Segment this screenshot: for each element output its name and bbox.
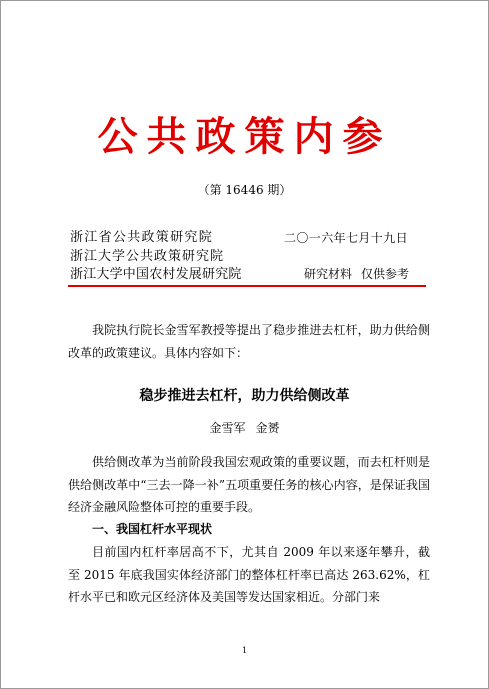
article-authors [1,420,488,436]
article-title: 稳步推进去杠杆，助力供给侧改革 [139,388,350,404]
note-research-material: 研究材料 [304,267,353,281]
circulation-note [304,266,409,282]
author-name: 金雪军 [209,421,246,435]
masthead-title: 公共政策内参 [97,113,392,160]
note-reference-only: 仅供参考 [361,267,410,281]
body-paragraph: 供给侧改革为当前阶段我国宏观政策的重要议题，而去杠杆则是供给侧改革中“三去一降一补”五项重要任务的核心内容，是保证我国经济金融风险整体可控的重要手段。 [68,455,430,514]
institution-3: 浙江大学中国农村发展研究院 [70,267,242,282]
issue-number: （第 16446 期） [197,183,292,197]
red-divider-rule [68,285,426,287]
page-number: 1 [241,646,248,655]
section-heading: 一、我国杠杆水平现状 [92,522,213,536]
author-name: 金赟 [255,421,280,435]
issue-date: 二〇一六年七月十九日 [284,231,409,245]
institution-2: 浙江大学公共政策研究院 [70,249,225,264]
institution-1: 浙江省公共政策研究院 [70,230,214,245]
body-paragraph: 目前国内杠杆率居高不下，尤其自 2009 年以来逐年攀升，截至 2015 年底我国实体经济部门的整体杠杆率已高达 263.62%，杠杆水平已和欧元区经济体及美国等发达国家相近。分部门来 [68,545,430,604]
intro-paragraph: 我院执行院长金雪军教授等提出了稳步推进去杠杆，助力供给侧改革的政策建议。具体内容如下： [68,323,430,360]
